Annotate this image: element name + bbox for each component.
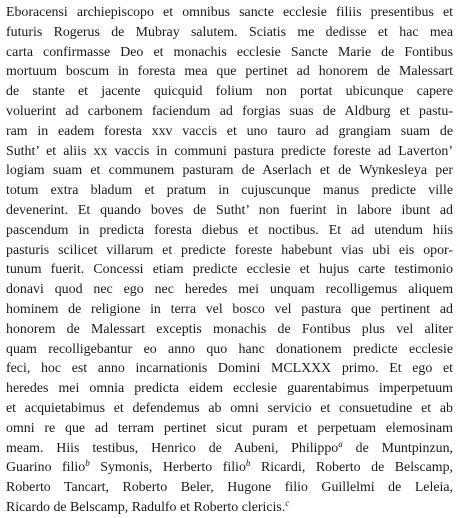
text-line xyxy=(6,102,453,122)
footnote-marker: b xyxy=(85,458,90,469)
text-segment: pascendum in predicta foresta diebus et noctibus. Et ad utendum hiis xyxy=(6,222,453,238)
text-line xyxy=(6,498,453,518)
text-segment: ram in eadem foresta xxv vaccis et uno tauro ad grangiam suam de xyxy=(6,123,453,139)
text-line xyxy=(6,419,453,439)
text-line xyxy=(6,399,453,419)
text-segment: quam recolligebantur eo anno quo hanc donationem predicte ecclesie xyxy=(6,341,453,357)
text-line xyxy=(6,458,453,478)
text-segment: meam. Hiis testibus, Henrico de Aubeni, Philippo xyxy=(6,440,339,456)
text-segment: de stante et jacente quicquid folium non portat ubicunque capere xyxy=(6,84,453,100)
text-segment: Ricardo de Belscamp, Radulfo et Roberto clericis. xyxy=(6,499,286,515)
footnote-marker: c xyxy=(285,497,290,508)
text-segment: totum extra bladum et pratum in cujuscunque manus predicte ville xyxy=(6,183,453,199)
text-line xyxy=(6,23,453,43)
text-segment: Symonis, Herberto filio xyxy=(89,460,246,476)
text-line xyxy=(6,359,453,379)
text-segment: heredes mei omnia predicta eidem ecclesie guarentabimus imperpetuum xyxy=(6,381,453,397)
footnote-marker: a xyxy=(338,438,343,449)
text-segment: et acquietabimus et defendemus ab omni servicio et consuetudine et ab xyxy=(6,400,453,416)
text-segment: devenerint. Et quando boves de Sutht’ non fuerint in labore ibunt ad xyxy=(6,202,453,218)
text-line xyxy=(6,221,453,241)
text-segment: Roberto Tancart, Roberto Beler, Hugone filio Guillelmi de Leleia, xyxy=(6,480,453,496)
text-line xyxy=(6,300,453,320)
text-line xyxy=(6,478,453,498)
text-segment: donavi quod nec ego nec heredes mei unquam recolligemus aliquem xyxy=(6,282,453,298)
text-segment: futuris Rogerus de Mubray salutem. Sciatis me dedisse et hac mea xyxy=(6,24,453,40)
text-segment: honorem de Malessart exceptis monachis de Fontibus plus vel aliter xyxy=(6,321,453,337)
text-segment: voluerint ad carbonem faciendum ad forgias suas de Aldburg et pastu- xyxy=(6,103,453,119)
text-segment: hominem de religione in terra vel bosco vel pastura que pertinent ad xyxy=(6,301,453,317)
text-segment: de Muntpinzun, xyxy=(342,440,453,456)
text-line xyxy=(6,3,453,23)
text-line xyxy=(6,439,453,459)
charter-text xyxy=(6,3,453,518)
text-segment: Guarino filio xyxy=(6,460,86,476)
text-line xyxy=(6,280,453,300)
text-line xyxy=(6,201,453,221)
text-line xyxy=(6,161,453,181)
text-line xyxy=(6,82,453,102)
text-line xyxy=(6,181,453,201)
footnote-marker: b xyxy=(245,458,251,469)
text-segment: feci, hoc est anno incarnationis Domini MCLXXX primo. Et ego et xyxy=(6,361,453,377)
text-segment: pasturis scilicet villarum et predicte foreste habebunt vias ubi eis opor- xyxy=(6,242,453,258)
text-segment: mortuum boscum in foresta mea que pertinet ad honorem de Malessart xyxy=(6,64,453,80)
text-line xyxy=(6,340,453,360)
text-line xyxy=(6,379,453,399)
text-segment: Eboracensi archiepiscopo et omnibus sancte ecclesie filiis presentibus et xyxy=(6,5,453,20)
text-line xyxy=(6,122,453,142)
text-line xyxy=(6,62,453,82)
text-segment: omni re que ad terram pertinet sicut puram et perpetuam elemosinam xyxy=(6,420,453,436)
text-segment: Sutht’ et aliis xx vaccis in communi pastura predicte foreste ad Laverton’ xyxy=(6,143,453,159)
text-segment: Ricardi, Roberto de Belscamp, xyxy=(250,460,453,476)
text-line xyxy=(6,43,453,63)
text-line xyxy=(6,241,453,261)
text-segment: carta confirmasse Deo et monachis ecclesie Sancte Marie de Fontibus xyxy=(6,44,453,60)
text-segment: logiam suam et communem pasturam de Aserlach et de Wynkesleya per xyxy=(6,163,453,179)
text-segment: tunum fuerit. Concessi etiam predicte ecclesie et hujus carte testimonio xyxy=(6,262,453,278)
text-line xyxy=(6,142,453,162)
text-line xyxy=(6,320,453,340)
text-line xyxy=(6,260,453,280)
